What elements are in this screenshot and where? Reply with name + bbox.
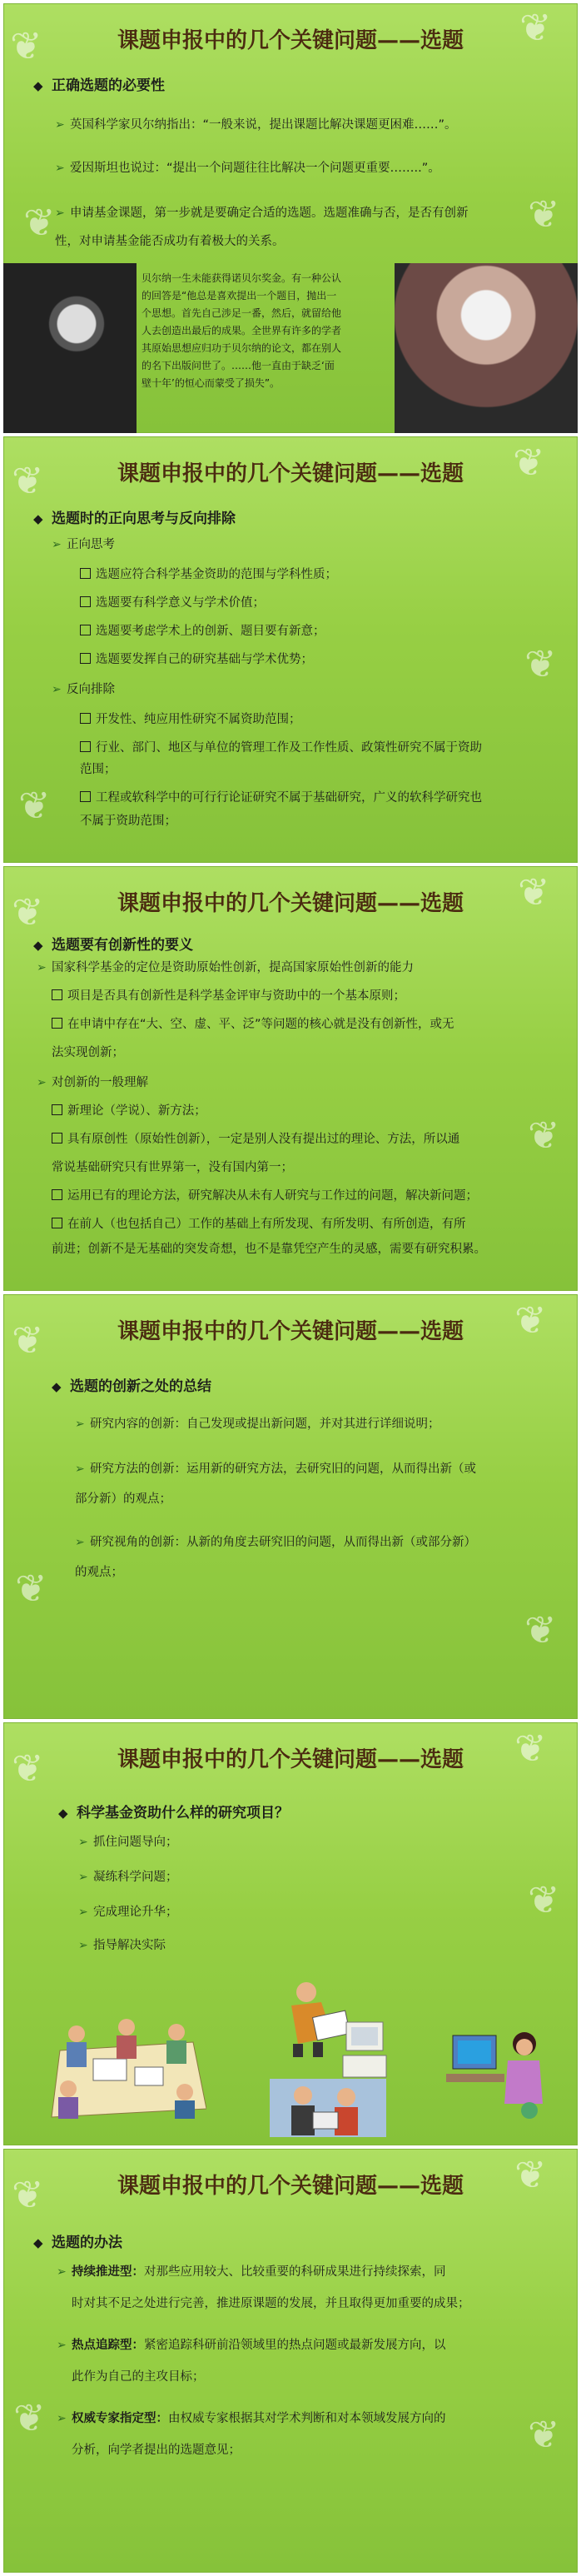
butterfly-icon: ❦ bbox=[514, 1726, 547, 1771]
diamond-bullet-icon: ◆ bbox=[33, 938, 43, 953]
slide-title: 课题申报中的几个关键问题——选题 bbox=[117, 461, 464, 486]
einstein-photo bbox=[395, 263, 578, 433]
bullet-line: ➢ 抓住问题导向； bbox=[78, 1836, 178, 1849]
list-item: 不属于资助范围； bbox=[80, 815, 176, 828]
butterfly-icon: ❦ bbox=[23, 200, 56, 245]
arrow-bullet-icon: ➢ bbox=[57, 2339, 67, 2352]
arrow-bullet-icon: ➢ bbox=[57, 2412, 67, 2425]
butterfly-icon: ❦ bbox=[13, 2395, 46, 2440]
bullet-line: ➢ 凝练科学问题； bbox=[78, 1871, 178, 1884]
slide-title: 课题申报中的几个关键问题——选题 bbox=[117, 2174, 464, 2199]
bullet-line: ➢ 爱因斯坦也说过：“提出一个问题往往比解决一个问题更重要……..”。 bbox=[55, 162, 440, 175]
butterfly-icon: ❦ bbox=[12, 889, 44, 934]
method-line: 此作为自己的主攻目标； bbox=[72, 2370, 205, 2384]
checkbox-bullet-icon bbox=[80, 596, 91, 607]
butterfly-icon: ❦ bbox=[12, 2172, 44, 2217]
butterfly-icon: ❦ bbox=[528, 1877, 560, 1922]
butterfly-icon: ❦ bbox=[10, 23, 42, 68]
checkbox-bullet-icon bbox=[80, 653, 91, 664]
method-line: ➢ 热点追踪型：紧密追踪科研前沿领域里的热点问题或最新发展方向，以 bbox=[57, 2339, 446, 2352]
butterfly-icon: ❦ bbox=[528, 1113, 560, 1158]
list-item: 选题要考虑学术上的创新、题目要有新意； bbox=[80, 623, 325, 640]
diamond-bullet-icon: ◆ bbox=[33, 511, 43, 526]
slide-3 bbox=[3, 866, 578, 1291]
list-item: 在前人（也包括自己）工作的基础上有所发现、有所发明、有所创造，有所 bbox=[52, 1216, 466, 1233]
checkbox-bullet-icon bbox=[80, 791, 91, 802]
list-item: 范围； bbox=[80, 763, 117, 776]
checkbox-bullet-icon bbox=[80, 713, 91, 724]
slide-title: 课题申报中的几个关键问题——选题 bbox=[117, 1747, 464, 1772]
list-item: 选题要发挥自己的研究基础与学术优势； bbox=[80, 651, 313, 668]
butterfly-icon: ❦ bbox=[12, 1318, 44, 1363]
list-item: 项目是否具有创新性是科学基金评审与资助中的一个基本原则； bbox=[52, 988, 405, 1004]
butterfly-icon: ❦ bbox=[15, 1566, 47, 1611]
section-heading: ◆ 选题的创新之处的总结 bbox=[52, 1378, 211, 1395]
arrow-bullet-icon: ➢ bbox=[55, 207, 65, 220]
bullet-line: ➢ 研究方法的创新：运用新的研究方法，去研究旧的问题，从而得出新（或 bbox=[75, 1462, 476, 1476]
method-line: ➢ 持续推进型：对那些应用较大、比较重要的科研成果进行持续探索，同 bbox=[57, 2265, 446, 2279]
diamond-bullet-icon: ◆ bbox=[52, 1379, 62, 1394]
butterfly-icon: ❦ bbox=[518, 869, 550, 914]
butterfly-icon: ❦ bbox=[514, 2152, 547, 2197]
diamond-bullet-icon: ◆ bbox=[33, 2235, 43, 2250]
bullet-line: ➢ 英国科学家贝尔纳指出：“一般来说，提出课题比解决课题更困难……”。 bbox=[55, 118, 457, 132]
diamond-bullet-icon: ◆ bbox=[33, 78, 43, 93]
arrow-bullet-icon: ➢ bbox=[75, 1418, 85, 1431]
arrow-bullet-icon: ➢ bbox=[78, 1871, 88, 1884]
bullet-line: ➢ 指导解决实际 bbox=[78, 1939, 166, 1952]
checkbox-bullet-icon bbox=[80, 625, 91, 635]
checkbox-bullet-icon bbox=[52, 1218, 62, 1228]
checkbox-bullet-icon bbox=[80, 741, 91, 752]
checkbox-bullet-icon bbox=[52, 1189, 62, 1200]
arrow-bullet-icon: ➢ bbox=[57, 2265, 67, 2279]
bullet-line: 性，对申请基金能否成功有着极大的关系。 bbox=[55, 235, 285, 248]
bullet-line: ➢ 国家科学基金的定位是资助原始性创新，提高国家原始性创新的能力 bbox=[37, 961, 414, 974]
list-item: 新理论（学说）、新方法； bbox=[52, 1103, 206, 1119]
method-line: 分析，向学者提出的选题意见； bbox=[72, 2444, 241, 2457]
arrow-bullet-icon: ➢ bbox=[52, 683, 62, 696]
diamond-bullet-icon: ◆ bbox=[58, 1806, 68, 1821]
section-heading: ◆ 选题要有创新性的要义 bbox=[33, 937, 193, 954]
slide-5 bbox=[3, 1722, 578, 2145]
list-item: 开发性、纯应用性研究不属资助范围； bbox=[80, 711, 301, 728]
group-label: ➢ 正向思考 bbox=[52, 538, 115, 551]
list-item: 行业、部门、地区与单位的管理工作及工作性质、政策性研究不属于资助 bbox=[80, 740, 482, 756]
bio-text: 贝尔纳一生未能获得诺贝尔奖金。有一种公认 的回答是“他总是喜欢提出一个题目，抛出一 个思想。首先自己涉足一番，然后，就留给他 人去创造出最后的成果。全世界有许多的学者 其原始思想应归功于贝尔纳的论文，都在别人 的名下出版问世了。……他一直由于缺乏‘面 壁十年’的恒心而蒙受了损失”。 bbox=[142, 272, 342, 389]
arrow-bullet-icon: ➢ bbox=[37, 961, 47, 974]
arrow-bullet-icon: ➢ bbox=[75, 1536, 85, 1549]
bullet-line: ➢ 研究内容的创新：自己发现或提出新问题，并对其进行详细说明； bbox=[75, 1418, 440, 1431]
computer-clipart bbox=[341, 2019, 388, 2080]
butterfly-icon: ❦ bbox=[519, 5, 552, 50]
section-heading: ◆ 正确选题的必要性 bbox=[33, 77, 165, 94]
list-item: 具有原创性（原始性创新），一定是别人没有提出过的理论、方法，所以通 bbox=[52, 1131, 459, 1148]
butterfly-icon: ❦ bbox=[524, 641, 557, 686]
list-item: 法实现创新； bbox=[52, 1046, 124, 1059]
bernal-photo bbox=[3, 263, 137, 433]
list-item: 常说基础研究只有世界第一，没有国内第一； bbox=[52, 1161, 293, 1174]
list-item: 工程或软科学中的可行行论证研究不属于基础研究，广义的软科学研究也 bbox=[80, 790, 482, 806]
arrow-bullet-icon: ➢ bbox=[55, 118, 65, 132]
bullet-line: ➢ 申请基金课题，第一步就是要确定合适的选题。选题准确与否，是否有创新 bbox=[55, 207, 469, 220]
bullet-line: ➢ 对创新的一般理解 bbox=[37, 1076, 148, 1089]
list-item: 在申请中存在“大、空、虚、平、泛”等问题的核心就是没有创新性，或无 bbox=[52, 1016, 454, 1033]
checkbox-bullet-icon bbox=[52, 989, 62, 1000]
list-item: 选题应符合科学基金资助的范围与学科性质； bbox=[80, 566, 337, 583]
butterfly-icon: ❦ bbox=[528, 192, 560, 237]
meeting-clipart bbox=[43, 2009, 206, 2120]
group-label: ➢ 反向排除 bbox=[52, 683, 115, 696]
woman-computer-clipart bbox=[446, 2024, 554, 2124]
slide-4 bbox=[3, 1294, 578, 1719]
team-computer-clipart bbox=[270, 2079, 386, 2137]
slide-1 bbox=[3, 3, 578, 433]
butterfly-icon: ❦ bbox=[528, 2412, 560, 2457]
list-item: 运用已有的理论方法，研究解决从未有人研究与工作过的问题，解决新问题； bbox=[52, 1188, 478, 1204]
checkbox-bullet-icon bbox=[52, 1133, 62, 1144]
arrow-bullet-icon: ➢ bbox=[55, 162, 65, 175]
method-line: ➢ 权威专家指定型：由权威专家根据其对学术判断和对本领域发展方向的 bbox=[57, 2412, 446, 2425]
arrow-bullet-icon: ➢ bbox=[52, 538, 62, 551]
list-item: 选题要有科学意义与学术价值； bbox=[80, 595, 265, 611]
bullet-line: 部分新）的观点； bbox=[75, 1492, 171, 1506]
arrow-bullet-icon: ➢ bbox=[37, 1076, 47, 1089]
method-line: 时对其不足之处进行完善，推进原课题的发展，并且取得更加重要的成果； bbox=[72, 2297, 470, 2310]
butterfly-icon: ❦ bbox=[524, 1607, 557, 1652]
arrow-bullet-icon: ➢ bbox=[78, 1836, 88, 1849]
slide-6 bbox=[3, 2149, 578, 2573]
butterfly-icon: ❦ bbox=[513, 440, 545, 485]
butterfly-icon: ❦ bbox=[514, 1298, 547, 1343]
slide-2 bbox=[3, 436, 578, 863]
bullet-line: ➢ 研究视角的创新：从新的角度去研究旧的问题，从而得出新（或部分新） bbox=[75, 1536, 476, 1549]
butterfly-icon: ❦ bbox=[18, 783, 51, 828]
arrow-bullet-icon: ➢ bbox=[78, 1906, 88, 1919]
section-heading: ◆ 选题时的正向思考与反向排除 bbox=[33, 511, 236, 527]
slide-title: 课题申报中的几个关键问题——选题 bbox=[117, 891, 464, 916]
checkbox-bullet-icon bbox=[52, 1104, 62, 1115]
list-item: 前进；创新不是无基础的突发奇想，也不是靠凭空产生的灵感，需要有研究积累。 bbox=[52, 1243, 486, 1256]
section-heading: ◆ 科学基金资助什么样的研究项目？ bbox=[58, 1805, 289, 1821]
checkbox-bullet-icon bbox=[80, 568, 91, 579]
butterfly-icon: ❦ bbox=[12, 1746, 44, 1791]
section-heading: ◆ 选题的办法 bbox=[33, 2235, 122, 2251]
slide-title: 课题申报中的几个关键问题——选题 bbox=[117, 1319, 464, 1344]
checkbox-bullet-icon bbox=[52, 1018, 62, 1029]
arrow-bullet-icon: ➢ bbox=[78, 1939, 88, 1952]
arrow-bullet-icon: ➢ bbox=[75, 1462, 85, 1476]
butterfly-icon: ❦ bbox=[12, 458, 44, 503]
bullet-line: ➢ 完成理论升华； bbox=[78, 1906, 178, 1919]
slide-title: 课题申报中的几个关键问题——选题 bbox=[117, 28, 464, 53]
bullet-line: 的观点； bbox=[75, 1566, 123, 1579]
